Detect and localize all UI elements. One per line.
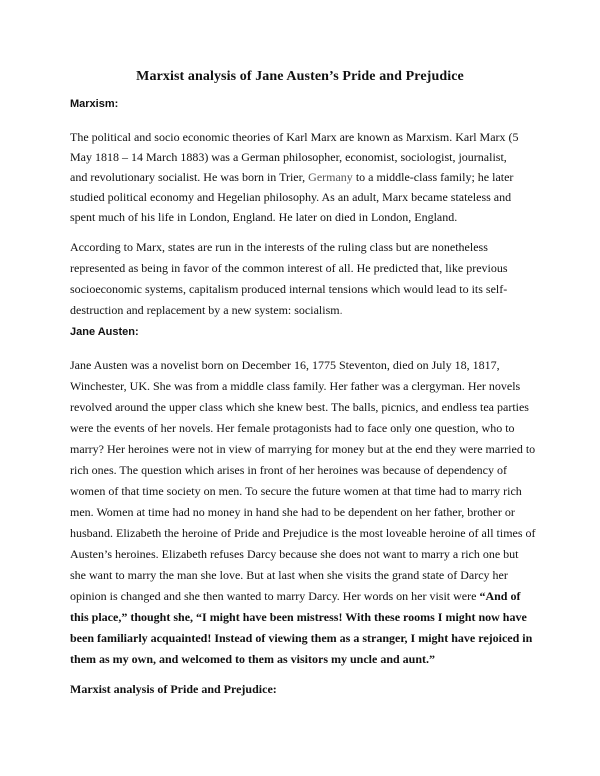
document-title: Marxist analysis of Jane Austen’s Pride and Prejudice <box>136 69 464 84</box>
austen-paragraph <box>70 355 540 670</box>
paragraph-text: . <box>339 303 343 317</box>
austen-heading: Jane Austen: <box>70 326 139 338</box>
paragraph-text: to a middle-class family; he later <box>352 170 514 184</box>
paragraph-text: destruction and replacement by a new system: socialism <box>70 303 340 317</box>
paragraph-line: marry? Her heroines were not in view of marrying for money but at the end they were married to <box>70 442 536 456</box>
analysis-heading: Marxist analysis of Pride and Prejudice: <box>70 682 277 696</box>
paragraph-text: and revolutionary socialist. He was born in Trier, <box>70 170 309 184</box>
paragraph-line: rich ones. The question which arises in front of her heroines was because of dependency of <box>70 463 507 477</box>
marxism-heading: Marxism: <box>70 98 119 110</box>
paragraph-line: socioeconomic systems, capitalism produced internal tensions which would lead to its self- <box>70 282 508 296</box>
quote-text: “And of <box>479 589 521 603</box>
paragraph-line: revolved around the upper class which she knew best. The balls, picnics, and endless tea parties <box>70 400 529 414</box>
paragraph-line: According to Marx, states are run in the interests of the ruling class but are nonetheless <box>70 240 488 254</box>
paragraph-line: The political and socio economic theories of Karl Marx are known as Marxism. Karl Marx (5 <box>70 130 519 144</box>
paragraph-line: May 1818 – 14 March 1883) was a German philosopher, economist, sociologist, journalist, <box>70 150 507 164</box>
paragraph-line: represented as being in favor of the common interest of all. He predicted that, like previous <box>70 261 508 275</box>
paragraph-line <box>70 300 540 321</box>
paragraph-line <box>70 586 540 607</box>
paragraph-line: studied political economy and Hegelian philosophy. As an adult, Marx became stateless and <box>70 190 512 204</box>
marxism-paragraph-1 <box>70 127 540 227</box>
paragraph-line: men. Women at time had no money in hand she had to be dependent on her father, brother or <box>70 505 515 519</box>
quote-line: them as my own, and welcomed to them as visitors my uncle and aunt.” <box>70 652 436 666</box>
paragraph-line: were the events of her novels. Her female protagonists had to face only one question, who to <box>70 421 515 435</box>
marxism-paragraph-2 <box>70 237 540 321</box>
quote-line: this place,” thought she, “I might have been mistress! With these rooms I might now have <box>70 610 527 624</box>
paragraph-line: spent much of his life in London, England. He later on died in London, England. <box>70 210 458 224</box>
paragraph-text: opinion is changed and she then wanted to marry Darcy. Her words on her visit were <box>70 589 480 603</box>
quote-line: been familiarly acquainted! Instead of viewing them as a stranger, I might have rejoiced in <box>70 631 533 645</box>
paragraph-line: she want to marry the man she love. But at last when she visits the grand state of Darcy her <box>70 568 508 582</box>
paragraph-line <box>70 167 540 187</box>
paragraph-line: Jane Austen was a novelist born on December 16, 1775 Steventon, died on July 18, 1817, <box>70 358 500 372</box>
germany-link[interactable]: Germany <box>308 170 353 184</box>
paragraph-line: husband. Elizabeth the heroine of Pride and Prejudice is the most loveable heroine of all times of <box>70 526 536 540</box>
paragraph-line: Austen’s heroines. Elizabeth refuses Darcy because she does not want to marry a rich one but <box>70 547 519 561</box>
paragraph-line: women of that time society on men. To secure the future women at that time had to marry rich <box>70 484 522 498</box>
paragraph-line: Winchester, UK. She was from a middle class family. Her father was a clergyman. Her novels <box>70 379 521 393</box>
